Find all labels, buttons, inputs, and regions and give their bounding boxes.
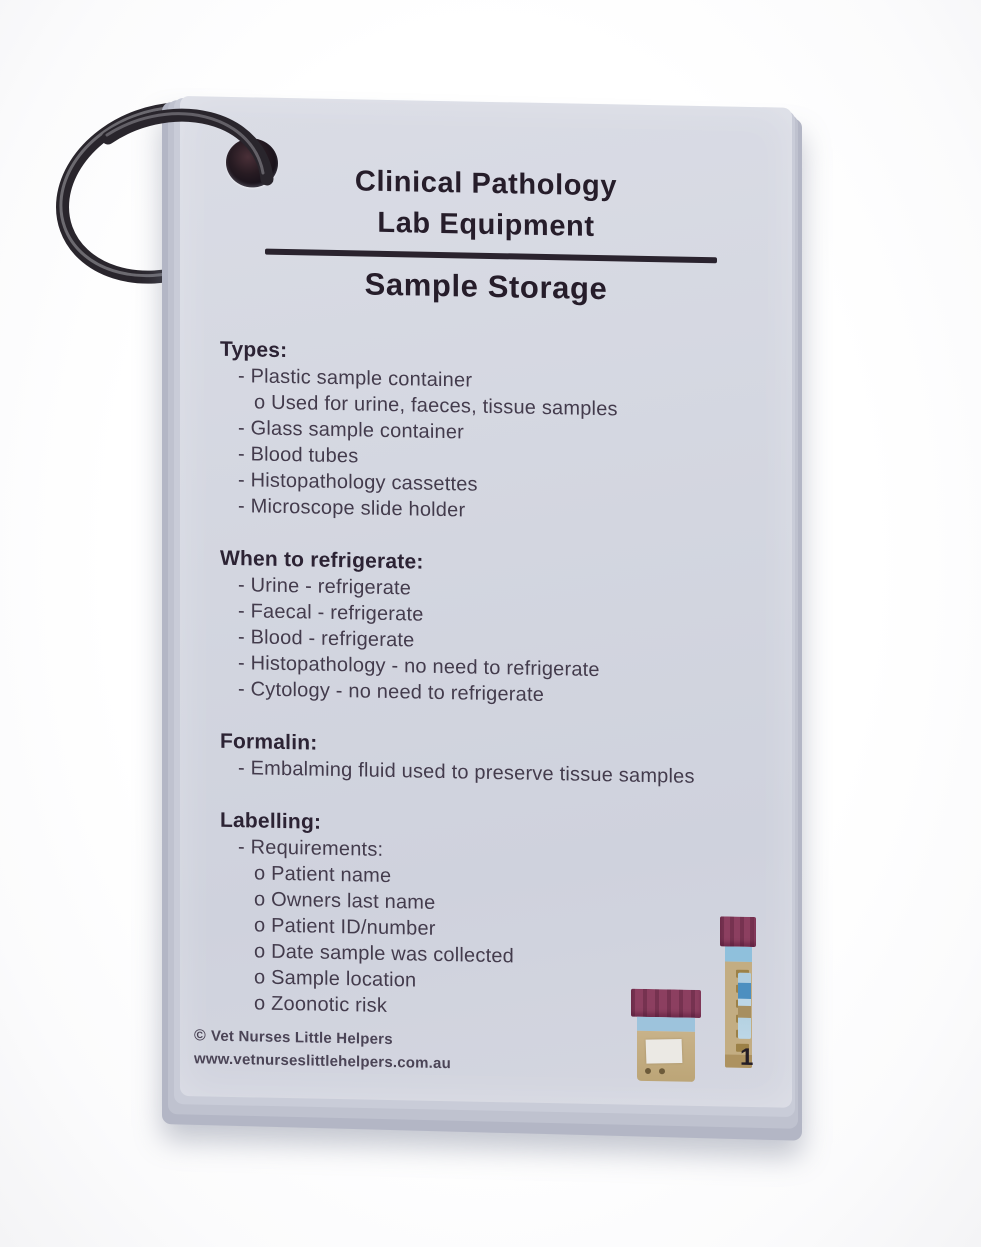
copyright-icon: © (194, 1027, 206, 1045)
jar-lid (631, 989, 701, 1018)
list-item: - Glass sample container (238, 417, 465, 444)
list-item: - Urine - refrigerate (238, 574, 412, 600)
list-item: - Plastic sample container (238, 365, 473, 392)
card-subtitle: Sample Storage (364, 266, 608, 307)
jar-label (646, 1039, 683, 1064)
list-item: o Used for urine, faeces, tissue samples (254, 391, 618, 421)
brand-name: Vet Nurses Little Helpers (211, 1027, 393, 1049)
urine-sample-container-icon (631, 989, 701, 1082)
section-heading: Labelling: (220, 808, 322, 834)
list-item: - Requirements: (238, 836, 384, 861)
section-when-to-refrigerate (220, 546, 760, 712)
list-item: - Microscope slide holder (238, 495, 466, 522)
list-item: - Histopathology cassettes (238, 469, 478, 496)
list-item: - Blood tubes (238, 443, 359, 468)
list-item: o Date sample was collected (254, 940, 514, 968)
list-item: - Blood - refrigerate (238, 626, 415, 652)
page-number: 1 (740, 1043, 754, 1072)
list-item: o Patient name (254, 862, 392, 888)
tube-cap (720, 916, 756, 947)
card-title (180, 158, 792, 252)
title-line-2: Lab Equipment (377, 206, 595, 243)
jar-body (637, 1031, 695, 1082)
website-url: www.vetnurseslittlehelpers.com.au (194, 1050, 451, 1073)
section-types (220, 337, 760, 529)
title-line-1: Clinical Pathology (354, 165, 618, 203)
list-item: - Cytology - no need to refrigerate (238, 678, 545, 706)
jar-collar (637, 1017, 695, 1032)
list-item: o Sample location (254, 966, 417, 992)
title-divider (265, 249, 717, 264)
section-formalin (220, 729, 760, 791)
card-footer (194, 1024, 451, 1075)
card-body (220, 337, 760, 1053)
section-heading: Formalin: (220, 729, 318, 755)
list-item: o Owners last name (254, 888, 436, 914)
tube-band (725, 946, 752, 962)
list-item: - Faecal - refrigerate (238, 600, 424, 626)
urine-dipstick-icon (738, 973, 751, 1039)
flashcard (180, 96, 792, 1108)
list-item: o Zoonotic risk (254, 992, 388, 1017)
list-item: - Embalming fluid used to preserve tissue samples (238, 757, 695, 788)
section-heading: When to refrigerate: (220, 546, 424, 574)
list-item: o Patient ID/number (254, 914, 436, 940)
section-heading: Types: (220, 337, 288, 363)
list-item: - Histopathology - no need to refrigerate (238, 652, 600, 682)
